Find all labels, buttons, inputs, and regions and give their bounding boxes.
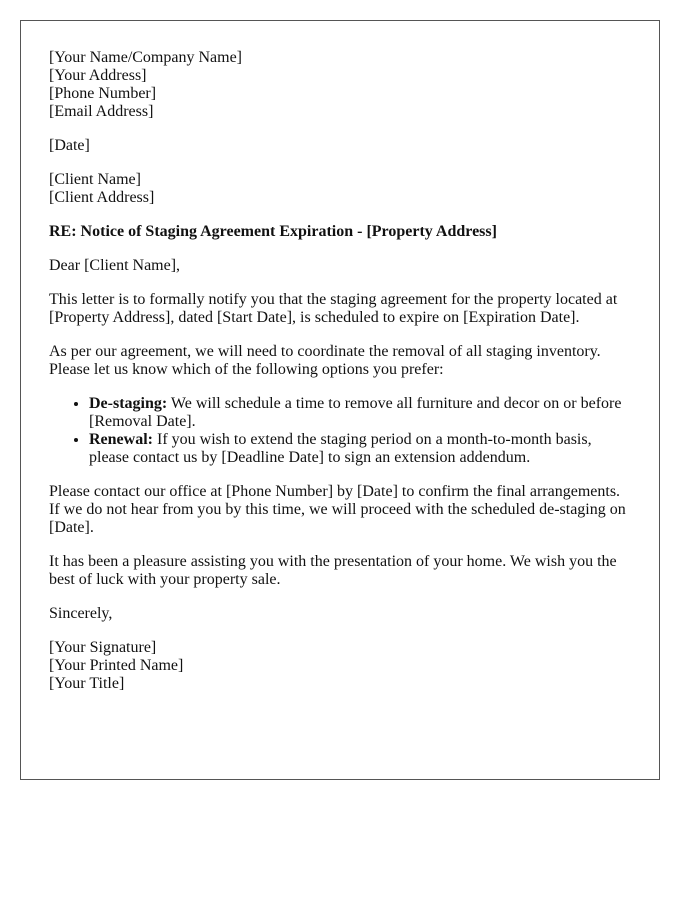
options-list (49, 395, 631, 467)
printed-name: [Your Printed Name] (49, 657, 184, 674)
signature-line: [Your Signature] (49, 639, 157, 656)
recipient-block (49, 171, 631, 207)
option-term: Renewal: (89, 431, 153, 448)
body-paragraph-closing: It has been a pleasure assisting you with the presentation of your home. We wish you the best of luck with your property sale. (49, 553, 617, 588)
body-paragraph-options: As per our agreement, we will need to coordinate the removal of all staging inventory. Please let us know which of the following options you prefer: (49, 343, 601, 378)
date-block (49, 137, 631, 155)
option-text: If you wish to extend the staging period on a month-to-month basis, please contact us by [Deadline Date] to sign an extension addendum. (89, 431, 592, 466)
option-text: We will schedule a time to remove all furniture and decor on or before [Removal Date]. (89, 395, 622, 430)
signoff: Sincerely, (49, 605, 113, 622)
option-term: De-staging: (89, 395, 168, 412)
recipient-address: [Client Address] (49, 189, 155, 206)
subject-line: RE: Notice of Staging Agreement Expiration - [Property Address] (49, 223, 497, 240)
sender-address: [Your Address] (49, 67, 147, 84)
letter-page (20, 20, 660, 780)
signature-block (49, 639, 631, 693)
recipient-name: [Client Name] (49, 171, 141, 188)
option-item-renewal (89, 431, 631, 467)
signer-title: [Your Title] (49, 675, 125, 692)
salutation: Dear [Client Name], (49, 257, 181, 274)
body-paragraph-intro: This letter is to formally notify you that the staging agreement for the property located at [Property Address], dated [Start Date], is scheduled to expire on [Expiration Date]. (49, 291, 618, 326)
sender-name: [Your Name/Company Name] (49, 49, 243, 66)
body-paragraph-contact: Please contact our office at [Phone Number] by [Date] to confirm the final arrangements. If we do not hear from you by this time, we will proceed with the scheduled de-staging on [Date]. (49, 483, 626, 536)
sender-email: [Email Address] (49, 103, 154, 120)
letter-date: [Date] (49, 137, 90, 154)
option-item-destaging (89, 395, 631, 431)
sender-block (49, 49, 631, 121)
sender-phone: [Phone Number] (49, 85, 157, 102)
